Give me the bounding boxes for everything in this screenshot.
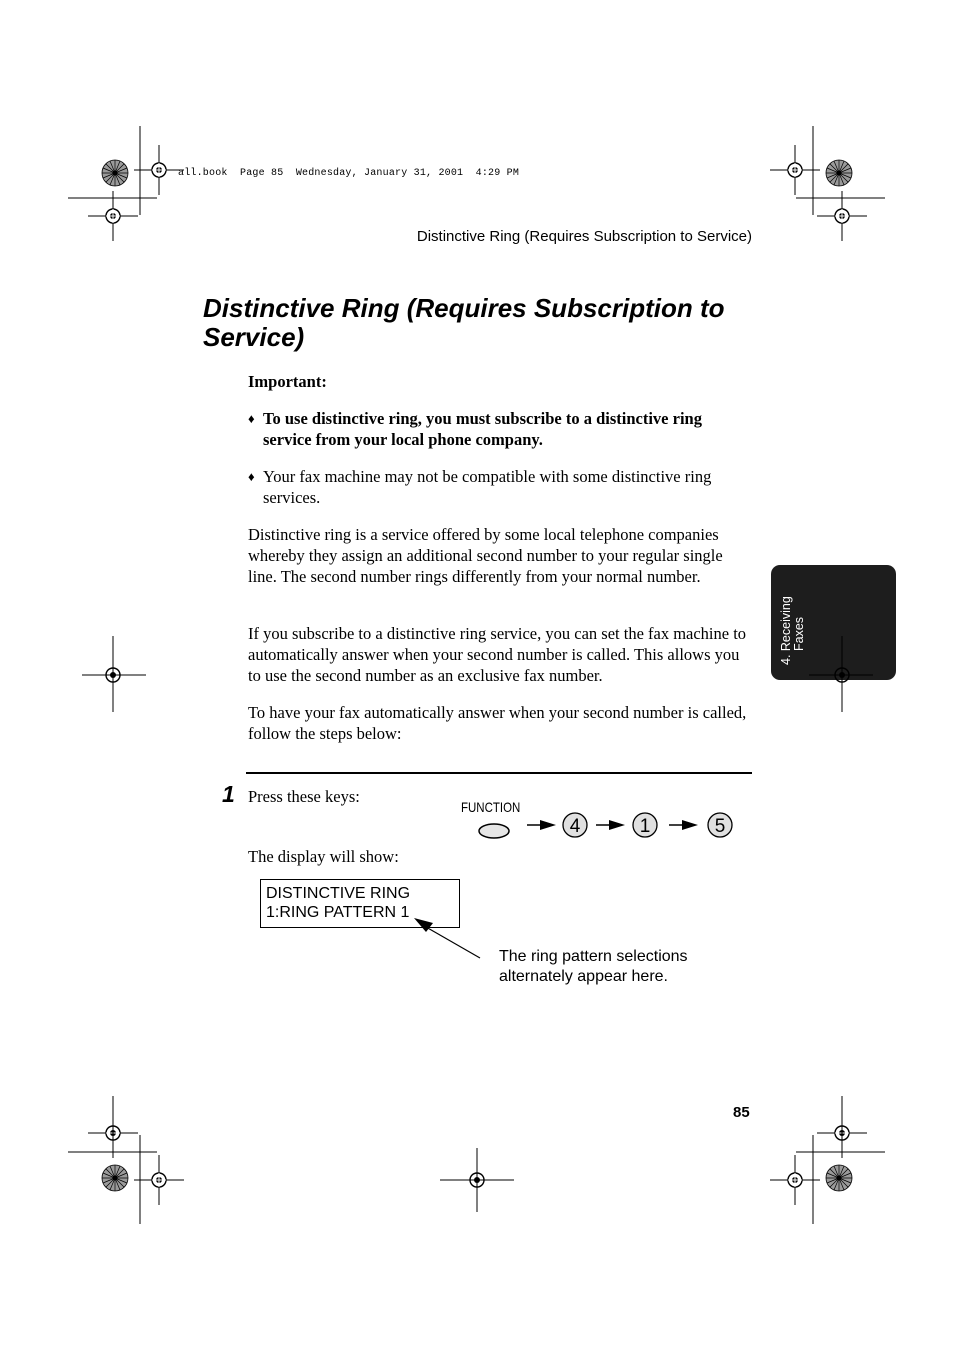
bullet-text: Your fax machine may not be compatible with some distinctive ring services. <box>263 467 712 507</box>
page-title: Distinctive Ring (Requires Subscription to Service) <box>203 293 725 352</box>
lcd-line: DISTINCTIVE RING <box>266 885 411 902</box>
key-label: 1 <box>639 816 651 837</box>
star-target-icon <box>826 1165 852 1191</box>
print-slug: all.book Page 85 Wednesday, January 31, 2001 4:29 PM <box>178 168 520 179</box>
callout-line: alternately appear here. <box>499 967 668 985</box>
registration-extension-lines <box>82 636 873 1212</box>
page-number: 85 <box>733 1104 750 1121</box>
step-number: 1 <box>222 781 235 807</box>
display-intro: The display will show: <box>248 847 399 866</box>
important-label: Important: <box>248 372 327 391</box>
paragraph: To have your fax automatically answer when your second number is called, follow the steps below: <box>248 703 747 743</box>
bullet-text: To use distinctive ring, you must subscribe to a distinctive ring service from your local phone company. <box>263 409 702 449</box>
step-instruction: Press these keys: <box>248 787 360 806</box>
registration-mark-icon <box>134 1155 184 1205</box>
chapter-tab-line: 4. Receiving <box>779 596 793 665</box>
key-label: 4 <box>569 816 581 837</box>
lcd-line: 1:RING PATTERN 1 <box>266 904 410 921</box>
star-target-icon <box>102 160 128 186</box>
crop-mark-lines <box>68 126 885 1224</box>
diamond-bullet-icon: ♦ <box>248 469 255 484</box>
paragraph: Distinctive ring is a service offered by some local telephone companies whereby they assign an additional second number to your regular single line. The second number rings differently from your normal number. <box>248 525 723 586</box>
function-key-label: FUNCTION <box>461 799 521 815</box>
diamond-bullet-icon: ♦ <box>248 411 255 426</box>
running-header: Distinctive Ring (Requires Subscription to Service) <box>416 228 752 245</box>
callout-line: The ring pattern selections <box>499 948 688 965</box>
registration-mark-icon <box>134 145 184 195</box>
chapter-tab-line: Faxes <box>792 616 806 651</box>
star-target-icon <box>102 1165 128 1191</box>
paragraph: If you subscribe to a distinctive ring service, you can set the fax machine to automatically answer when your second number is called. This allows you to use the second number as an exclusive fax number. <box>248 624 747 685</box>
star-target-icon <box>826 160 852 186</box>
key-label: 5 <box>714 816 726 837</box>
